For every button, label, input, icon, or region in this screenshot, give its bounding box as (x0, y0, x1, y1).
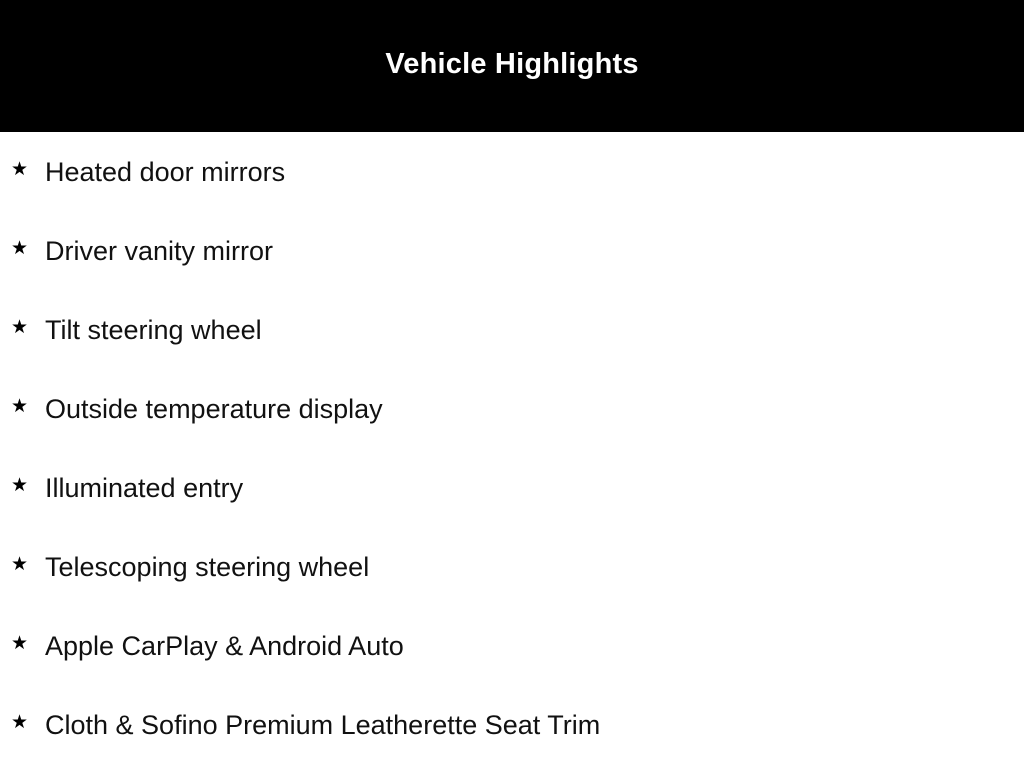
list-item (0, 685, 1024, 764)
list-item-label: Apple CarPlay & Android Auto (45, 631, 404, 661)
list-item (0, 132, 1024, 211)
list-item (0, 527, 1024, 606)
star-icon: ★ (11, 316, 29, 338)
list-item-label: Outside temperature display (45, 394, 383, 424)
star-icon: ★ (11, 553, 29, 575)
star-icon: ★ (11, 711, 29, 733)
list-item (0, 290, 1024, 369)
list-item (0, 369, 1024, 448)
star-icon: ★ (11, 237, 29, 259)
star-icon: ★ (11, 395, 29, 417)
list-item (0, 448, 1024, 527)
list-item-label: Tilt steering wheel (45, 315, 262, 345)
highlights-list (0, 132, 1024, 764)
list-item-label: Telescoping steering wheel (45, 552, 370, 582)
page-title: Vehicle Highlights (385, 47, 639, 80)
list-item-label: Cloth & Sofino Premium Leatherette Seat Trim (45, 710, 601, 740)
list-item-label: Illuminated entry (45, 473, 244, 503)
list-item (0, 211, 1024, 290)
list-item-label: Driver vanity mirror (45, 236, 274, 266)
star-icon: ★ (11, 632, 29, 654)
list-item-label: Heated door mirrors (45, 157, 286, 187)
list-item (0, 606, 1024, 685)
header-bar (0, 0, 1024, 132)
star-icon: ★ (11, 474, 29, 496)
star-icon: ★ (11, 158, 29, 180)
